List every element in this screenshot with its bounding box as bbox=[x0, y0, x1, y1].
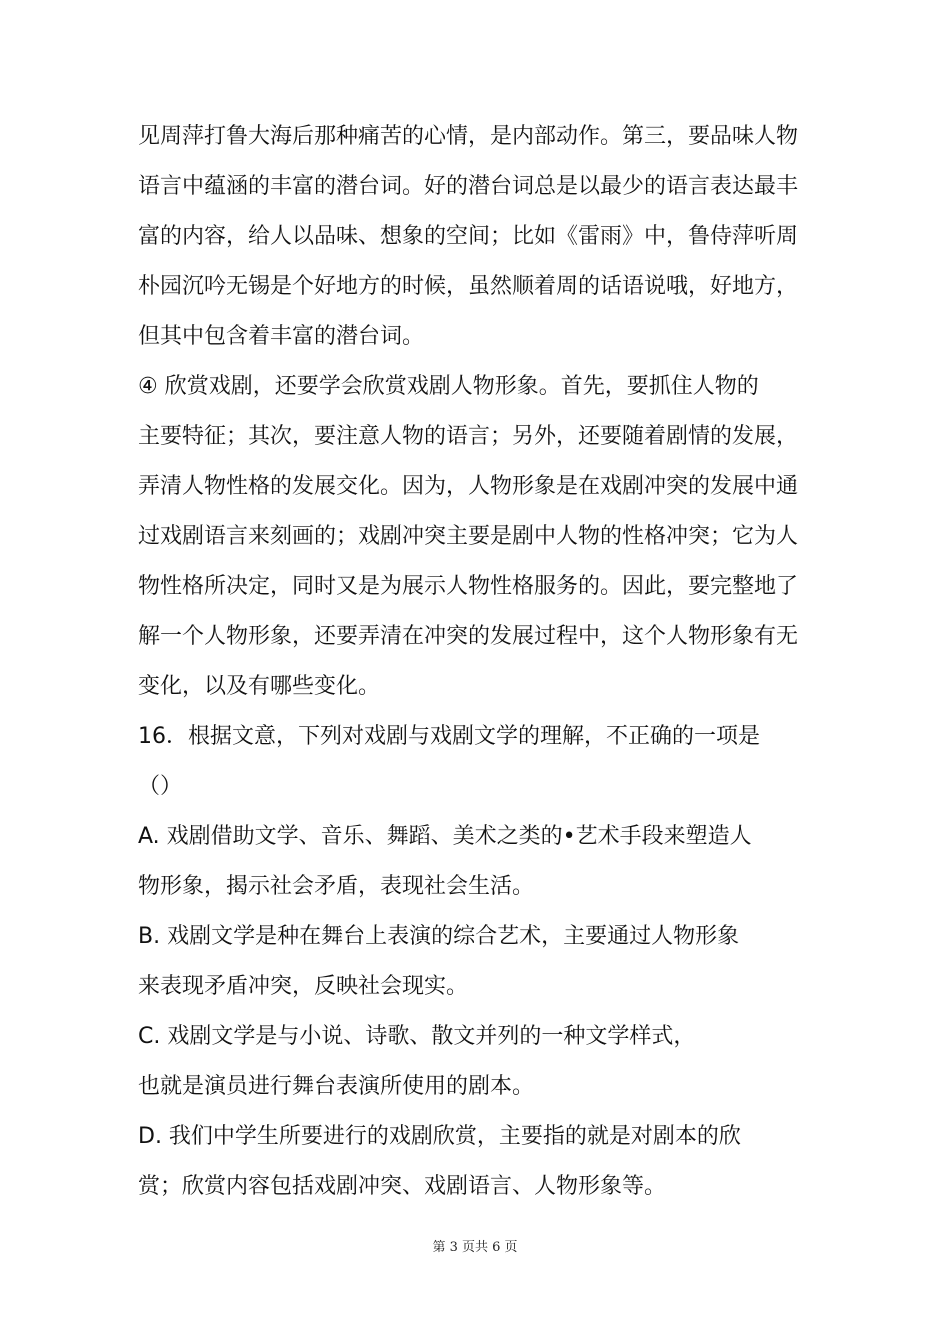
option-b bbox=[138, 912, 822, 1012]
text-line: 语言中蕴涵的丰富的潜台词。好的潜台词总是以最少的语言表达最丰 bbox=[138, 174, 799, 199]
text-line: 富的内容，给人以品味、想象的空间；比如《雷雨》中，鲁侍萍听周 bbox=[138, 224, 799, 249]
text-line: 但其中包含着丰富的潜台词。 bbox=[138, 324, 425, 349]
text-line: 赏；欣赏内容包括戏剧冲突、戏剧语言、人物形象等。 bbox=[138, 1174, 667, 1199]
text-line: ④ 欣赏戏剧，还要学会欣赏戏剧人物形象。首先，要抓住人物的 bbox=[138, 374, 759, 399]
paragraph-continued bbox=[138, 112, 822, 362]
text-line: 来表现矛盾冲突，反映社会现实。 bbox=[138, 974, 469, 999]
page-footer: 第 3 页共 6 页 bbox=[432, 1240, 518, 1255]
text-line: 见周萍打鲁大海后那种痛苦的心情，是内部动作。第三，要品味人物 bbox=[138, 124, 799, 149]
text-line: 朴园沉吟无锡是个好地方的时候，虽然顺着周的话语说哦，好地方， bbox=[138, 274, 799, 299]
text-line: D. 我们中学生所要进行的戏剧欣赏，主要指的就是对剧本的欣 bbox=[138, 1124, 741, 1149]
text-line: 变化，以及有哪些变化。 bbox=[138, 674, 381, 699]
document-body bbox=[138, 112, 822, 1212]
text-line: C. 戏剧文学是与小说、诗歌、散文并列的一种文学样式， bbox=[138, 1024, 696, 1049]
question-text: 16．根据文意，下列对戏剧与戏剧文学的理解，不正确的一项是 bbox=[138, 724, 760, 749]
text-line: 也就是演员进行舞台表演所使用的剧本。 bbox=[138, 1074, 535, 1099]
option-d bbox=[138, 1112, 822, 1212]
text-line: B. 戏剧文学是种在舞台上表演的综合艺术，主要通过人物形象 bbox=[138, 924, 740, 949]
option-a bbox=[138, 812, 822, 912]
text-line: 弄清人物性格的发展交化。因为，人物形象是在戏剧冲突的发展中通 bbox=[138, 474, 799, 499]
paragraph-4 bbox=[138, 362, 822, 712]
text-line: A. 戏剧借助文学、音乐、舞蹈、美术之类的•艺术手段来塑造人 bbox=[138, 824, 752, 849]
text-line: 物性格所决定，同时又是为展示人物性格服务的。因此，要完整地了 bbox=[138, 574, 799, 599]
answer-blank: （） bbox=[138, 774, 183, 799]
option-c bbox=[138, 1012, 822, 1112]
text-line: 解一个人物形象，还要弄清在冲突的发展过程中，这个人物形象有无 bbox=[138, 624, 799, 649]
text-line: 物形象，揭示社会矛盾，表现社会生活。 bbox=[138, 874, 535, 899]
question-16 bbox=[138, 712, 822, 812]
text-line: 过戏剧语言来刻画的；戏剧冲突主要是剧中人物的性格冲突；它为人 bbox=[138, 524, 799, 549]
text-line: 主要特征；其次，要注意人物的语言；另外，还要随着剧情的发展， bbox=[138, 424, 799, 449]
